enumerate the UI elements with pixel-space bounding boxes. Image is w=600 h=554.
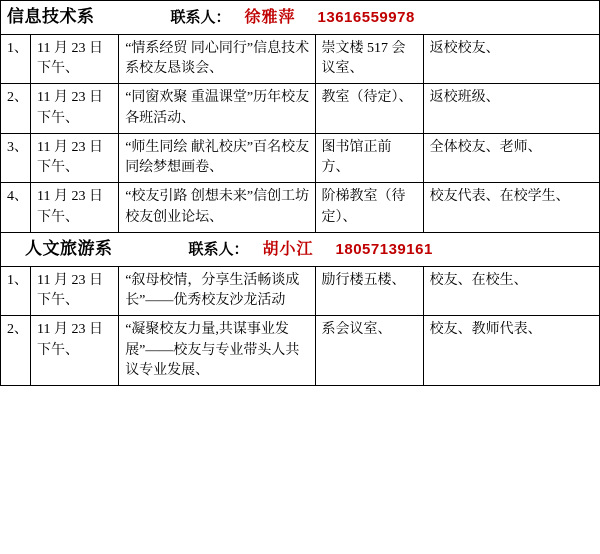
- department-name: 人文旅游系: [25, 239, 113, 259]
- row-participants: 返校校友、: [423, 34, 599, 84]
- table-row: [1, 266, 600, 316]
- row-index: 3、: [1, 133, 31, 183]
- row-date: 11 月 23 日下午、: [31, 266, 119, 316]
- table-row: [1, 316, 600, 386]
- row-title: “凝聚校友力量,共谋事业发展”——校友与专业带头人共议专业发展、: [119, 316, 315, 386]
- row-participants: 全体校友、老师、: [423, 133, 599, 183]
- row-place: 励行楼五楼、: [315, 266, 423, 316]
- department-header-row: [1, 233, 600, 267]
- row-participants: 校友代表、在校学生、: [423, 183, 599, 233]
- row-date: 11 月 23 日下午、: [31, 34, 119, 84]
- row-index: 2、: [1, 316, 31, 386]
- department-name: 信息技术系: [7, 7, 95, 26]
- row-title: “情系经贸 同心同行”信息技术系校友恳谈会、: [119, 34, 315, 84]
- department-header-cell: [1, 1, 600, 35]
- contact-label: 联系人：: [170, 9, 231, 26]
- row-place: 阶梯教室（待定）、: [315, 183, 423, 233]
- table-row: [1, 133, 600, 183]
- row-place: 图书馆正前方、: [315, 133, 423, 183]
- row-index: 4、: [1, 183, 31, 233]
- contact-phone: 18057139161: [335, 241, 433, 259]
- row-date: 11 月 23 日下午、: [31, 183, 119, 233]
- row-title: “叙母校情，分享生活畅谈成长”——优秀校友沙龙活动: [119, 266, 315, 316]
- table-row: [1, 84, 600, 134]
- contact-label: 联系人：: [188, 241, 249, 259]
- table-row: [1, 183, 600, 233]
- row-participants: 校友、在校生、: [423, 266, 599, 316]
- department-header-cell: [1, 233, 600, 267]
- department-header-row: [1, 1, 600, 35]
- row-place: 教室（待定）、: [315, 84, 423, 134]
- contact-name: 胡小江: [262, 241, 314, 259]
- contact-name: 徐雅萍: [244, 9, 296, 26]
- row-index: 1、: [1, 266, 31, 316]
- row-place: 系会议室、: [315, 316, 423, 386]
- row-date: 11 月 23 日下午、: [31, 84, 119, 134]
- contact-phone: 13616559978: [317, 9, 415, 26]
- row-title: “师生同绘 献礼校庆”百名校友同绘梦想画卷、: [119, 133, 315, 183]
- row-participants: 校友、教师代表、: [423, 316, 599, 386]
- row-date: 11 月 23 日下午、: [31, 316, 119, 386]
- row-index: 1、: [1, 34, 31, 84]
- row-date: 11 月 23 日下午、: [31, 133, 119, 183]
- row-index: 2、: [1, 84, 31, 134]
- row-title: “同窗欢聚 重温课堂”历年校友各班活动、: [119, 84, 315, 134]
- row-title: “校友引路 创想未来”信创工坊校友创业论坛、: [119, 183, 315, 233]
- row-participants: 返校班级、: [423, 84, 599, 134]
- table-row: [1, 34, 600, 84]
- row-place: 崇文楼 517 会议室、: [315, 34, 423, 84]
